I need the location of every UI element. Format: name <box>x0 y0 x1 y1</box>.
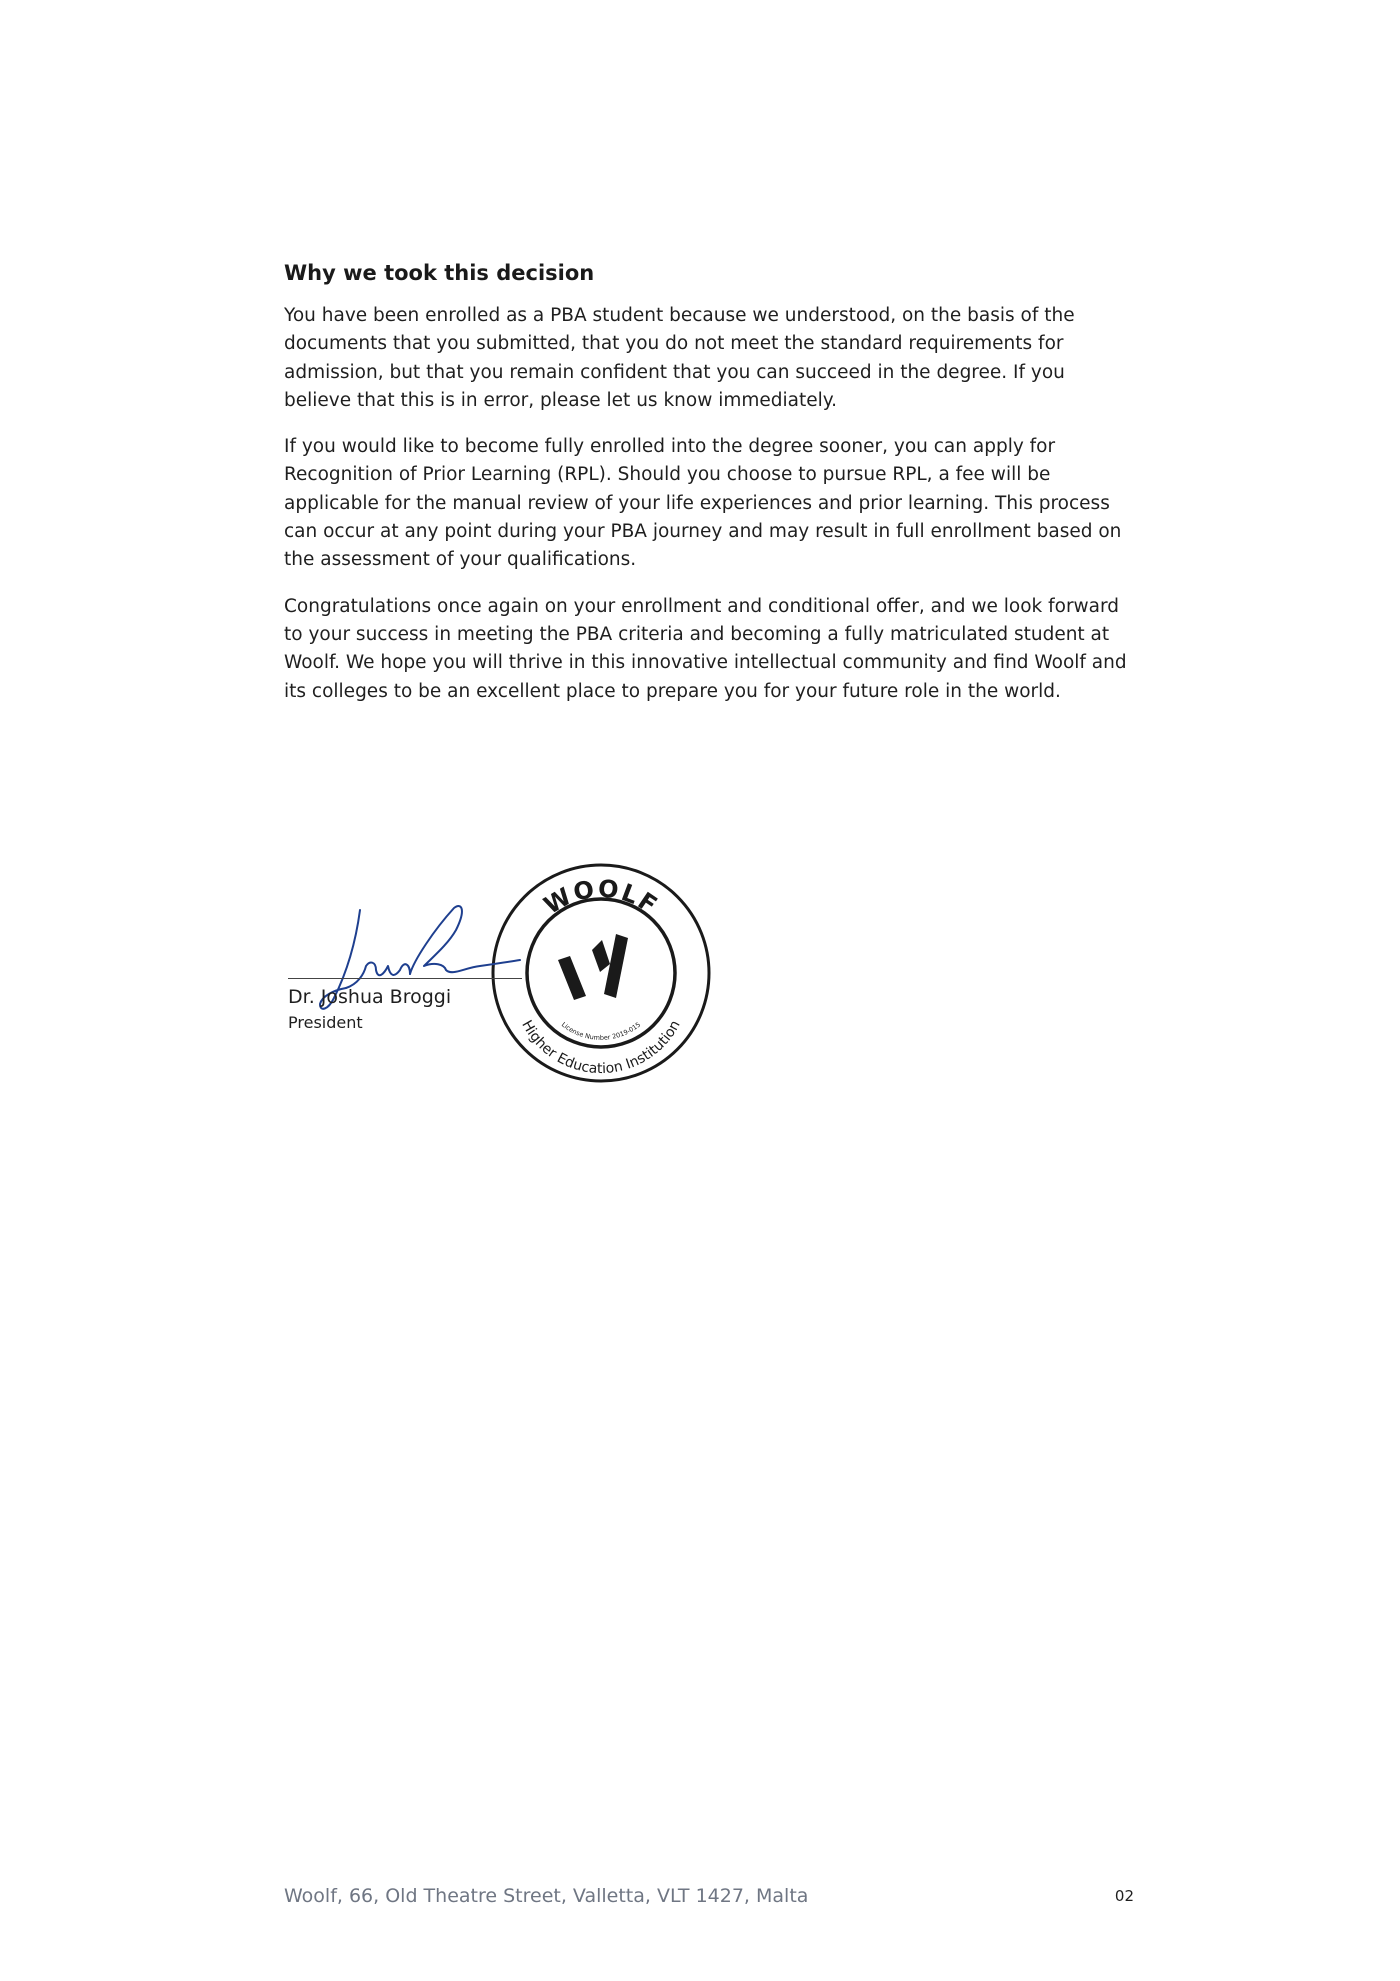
seal-top-text: WOOLF <box>539 874 664 921</box>
paragraph-enrollment-reason: You have been enrolled as a PBA student because we understood, on the basis of the documents that you submitted, that you do not meet the standard requirements for admission, but that you remain confident that you can succeed in the degree. If you believe that this is in error, please let us know immediately. <box>284 305 1075 411</box>
signature-block <box>284 860 724 1090</box>
signer-title: President <box>288 1013 363 1032</box>
footer-address: Woolf, 66, Old Theatre Street, Valletta, VLT 1427, Malta <box>284 1885 809 1907</box>
seal-bottom-text: Higher Education Institution <box>518 1017 684 1078</box>
paragraph-congratulations: Congratulations once again on your enrollment and conditional offer, and we look forward to your success in meeting the PBA criteria and becoming a fully matriculated student at Woolf. We hope you will thrive in this innovative intellectual community and find Woolf and its colleges to be an excellent place to prepare you for your future role in the world. <box>284 595 1127 702</box>
page-number: 02 <box>1114 1887 1134 1905</box>
letter-body <box>284 258 1134 724</box>
section-heading: Why we took this decision <box>284 261 595 285</box>
signer-name: Dr. Joshua Broggi <box>288 986 452 1008</box>
seal-license-text: License Number 2019-015 <box>559 1020 643 1042</box>
signature-line <box>288 978 522 979</box>
paragraph-rpl-option: If you would like to become fully enrolled into the degree sooner, you can apply for Recognition of Prior Learning (RPL). Should you choose to pursue RPL, a fee will be applicable for the manual review of your life experiences and prior learning. This process can occur at any point during your PBA journey and may result in full enrollment based on the assessment of your qualifications. <box>284 436 1122 571</box>
